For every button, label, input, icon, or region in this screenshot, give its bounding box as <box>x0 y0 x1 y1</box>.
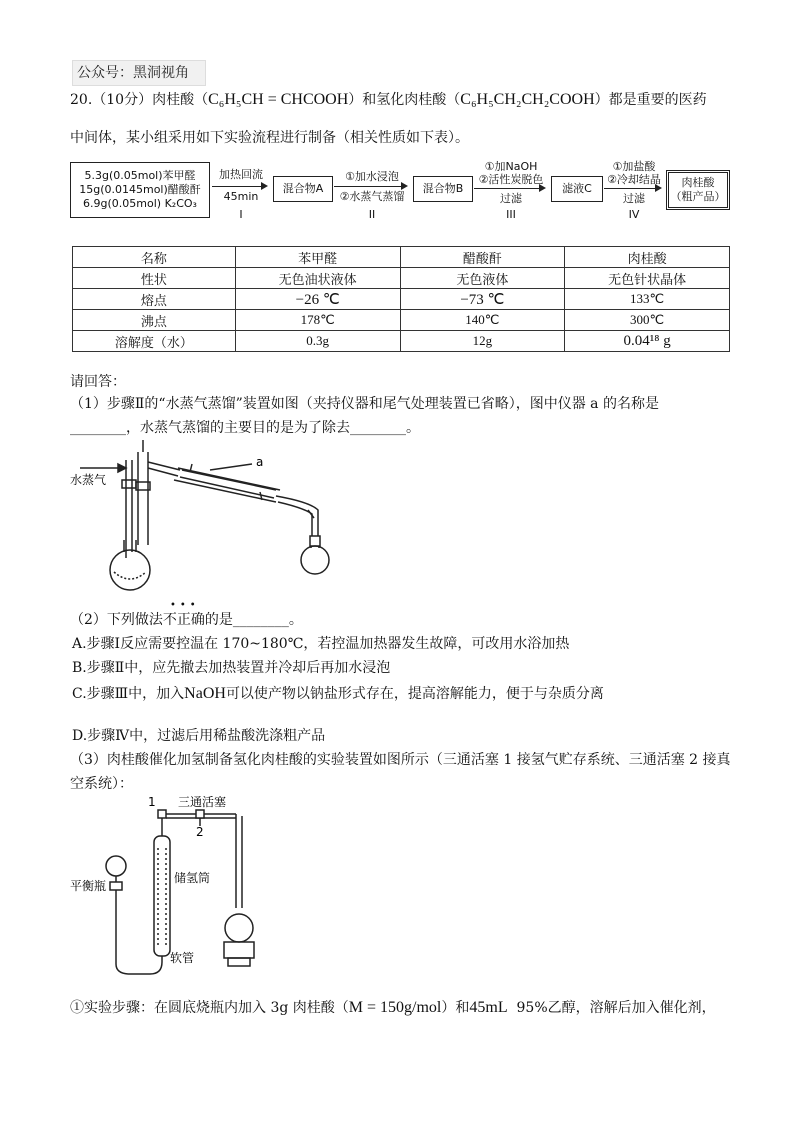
question-20-line1 <box>70 90 707 110</box>
mixture-b-box: 混合物B <box>413 176 473 202</box>
step2-label-2: ②水蒸气蒸馏 <box>339 190 405 203</box>
table-row <box>73 331 730 352</box>
table-cell: 无色液体 <box>400 268 565 289</box>
table-cell: 无色油状液体 <box>235 268 400 289</box>
hydrogenation-figure <box>70 796 290 986</box>
table-header: 醋酸酐 <box>400 247 565 268</box>
formula-hydrocinnamic-acid: C₆H₅CH₂CH₂COOH <box>460 91 595 108</box>
product-note: （粗产品） <box>670 190 726 203</box>
arrow-step4 <box>604 188 660 189</box>
filtrate-c-box: 滤液C <box>551 176 603 202</box>
step3-label-1: ①加NaOH <box>484 160 538 173</box>
table-cell: −73 ℃ <box>400 289 565 310</box>
table-header: 肉桂酸 <box>565 247 730 268</box>
table-cell: 0.04¹⁸ g <box>565 331 730 352</box>
table-row <box>73 310 730 331</box>
q3-line2: 空系统）： <box>70 776 133 792</box>
formula-naoh: NaOH <box>184 685 226 702</box>
instrument-a-label: a <box>256 455 264 469</box>
step3-label-3: 过滤 <box>500 192 522 205</box>
step-post: 95%乙醇，溶解后加入催化剂， <box>516 1000 716 1016</box>
valve-1-label: 1 <box>148 796 156 809</box>
table-cell: 133℃ <box>565 289 730 310</box>
q20-suffix: ）都是重要的医药 <box>594 92 707 108</box>
step3-number: III <box>506 208 516 221</box>
starting-materials-box <box>70 162 210 218</box>
arrow-step3 <box>474 188 544 189</box>
step4-label-1: ①加盐酸 <box>612 160 656 173</box>
step-pre: ①实验步骤：在圆底烧瓶内加入 3g 肉桂酸（ <box>70 1000 349 1016</box>
three-way-valve-label: 三通活塞 <box>178 796 227 809</box>
balance-bottle-label: 平衡瓶 <box>70 879 107 893</box>
table-header: 名称 <box>73 247 236 268</box>
step4-label-2: ②冷却结晶 <box>607 173 661 186</box>
q20-mid: ）和氢化肉桂酸（ <box>348 92 461 108</box>
step1-time: 45min <box>223 190 259 203</box>
watermark: 公众号：黑洞视角 <box>72 60 206 86</box>
q1-line1: （1）步骤Ⅱ的“水蒸气蒸馏”装置如图（夹持仪器和尾气处理装置已省略），图中仪器 a 的名称是 <box>70 396 659 412</box>
step1-number: I <box>239 208 243 221</box>
mixture-a-box: 混合物A <box>273 176 333 202</box>
please-answer: 请回答： <box>70 374 126 390</box>
hose-label: 软管 <box>170 951 195 965</box>
option-d: D.步骤Ⅳ中，过滤后用稀盐酸洗涤粗产品 <box>72 728 326 744</box>
step4-number: IV <box>628 208 640 221</box>
table-cell: 12g <box>400 331 565 352</box>
molar-mass-formula: M = 150g/mol <box>348 999 442 1016</box>
step1-label: 加热回流 <box>219 168 263 181</box>
option-c <box>72 684 604 704</box>
step3-label-2: ②活性炭脱色 <box>478 173 544 186</box>
start-potassium-carbonate: 6.9g(0.05mol) K₂CO₃ <box>83 197 197 210</box>
table-cell: 无色针状晶体 <box>565 268 730 289</box>
process-flowchart <box>70 160 730 230</box>
step4-label-3: 过滤 <box>623 192 645 205</box>
arrow-step1 <box>212 186 266 187</box>
step-mid: ）和 <box>441 1000 470 1016</box>
table-header-row <box>73 247 730 268</box>
q2-line: （2）下列做法不正确的是________。 <box>70 612 303 628</box>
hydrogen-storage-label: 储氢筒 <box>174 871 211 885</box>
q3-line1: （3）肉桂酸催化加氢制备氢化肉桂酸的实验装置如图所示（三通活塞 1 接氢气贮存系统、三通活塞 2 接真 <box>70 752 731 768</box>
arrow-step2 <box>334 186 406 187</box>
table-cell: 140℃ <box>400 310 565 331</box>
properties-table <box>72 246 730 352</box>
table-cell: 溶解度（水） <box>73 331 236 352</box>
table-header: 苯甲醛 <box>235 247 400 268</box>
product-name: 肉桂酸 <box>681 176 715 189</box>
table-cell: 178℃ <box>235 310 400 331</box>
start-acetic-anhydride: 15g(0.0145mol)醋酸酐 <box>79 183 201 196</box>
table-row <box>73 289 730 310</box>
steam-distillation-figure <box>70 440 370 600</box>
option-c-post: 可以使产物以钠盐形式存在，提高溶解能力，便于与杂质分离 <box>225 686 604 702</box>
question-20-line2: 中间体，某小组采用如下实验流程进行制备（相关性质如下表）。 <box>70 130 469 146</box>
table-cell: −26 ℃ <box>235 289 400 310</box>
table-cell: 0.3g <box>235 331 400 352</box>
steam-label: 水蒸气 <box>70 473 107 487</box>
table-row <box>73 268 730 289</box>
option-b: B.步骤Ⅱ中，应先撤去加热装置并冷却后再加水浸泡 <box>72 660 391 676</box>
valve-2-label: 2 <box>196 825 204 839</box>
table-cell: 沸点 <box>73 310 236 331</box>
start-benzaldehyde: 5.3g(0.05mol)苯甲醛 <box>84 169 196 182</box>
crude-product-box <box>666 170 730 210</box>
step2-number: II <box>368 208 376 221</box>
table-cell: 300℃ <box>565 310 730 331</box>
formula-cinnamic-acid: C₆H₅CH = CHCOOH <box>208 91 349 108</box>
emphasis-dots: ••• <box>170 600 200 611</box>
table-cell: 性状 <box>73 268 236 289</box>
option-a: A.步骤Ⅰ反应需要控温在 170~180℃，若控温加热器发生故障，可改用水浴加热 <box>72 636 570 652</box>
option-c-pre: C.步骤Ⅲ中，加入 <box>72 686 185 702</box>
q1-line2: ________，水蒸气蒸馏的主要目的是为了除去________。 <box>70 420 420 436</box>
step2-label-1: ①加水浸泡 <box>345 170 399 183</box>
volume-value: 45mL <box>469 999 508 1016</box>
table-cell: 熔点 <box>73 289 236 310</box>
experiment-step-line <box>70 998 716 1018</box>
q20-prefix: 20.（10分）肉桂酸（ <box>70 92 209 108</box>
